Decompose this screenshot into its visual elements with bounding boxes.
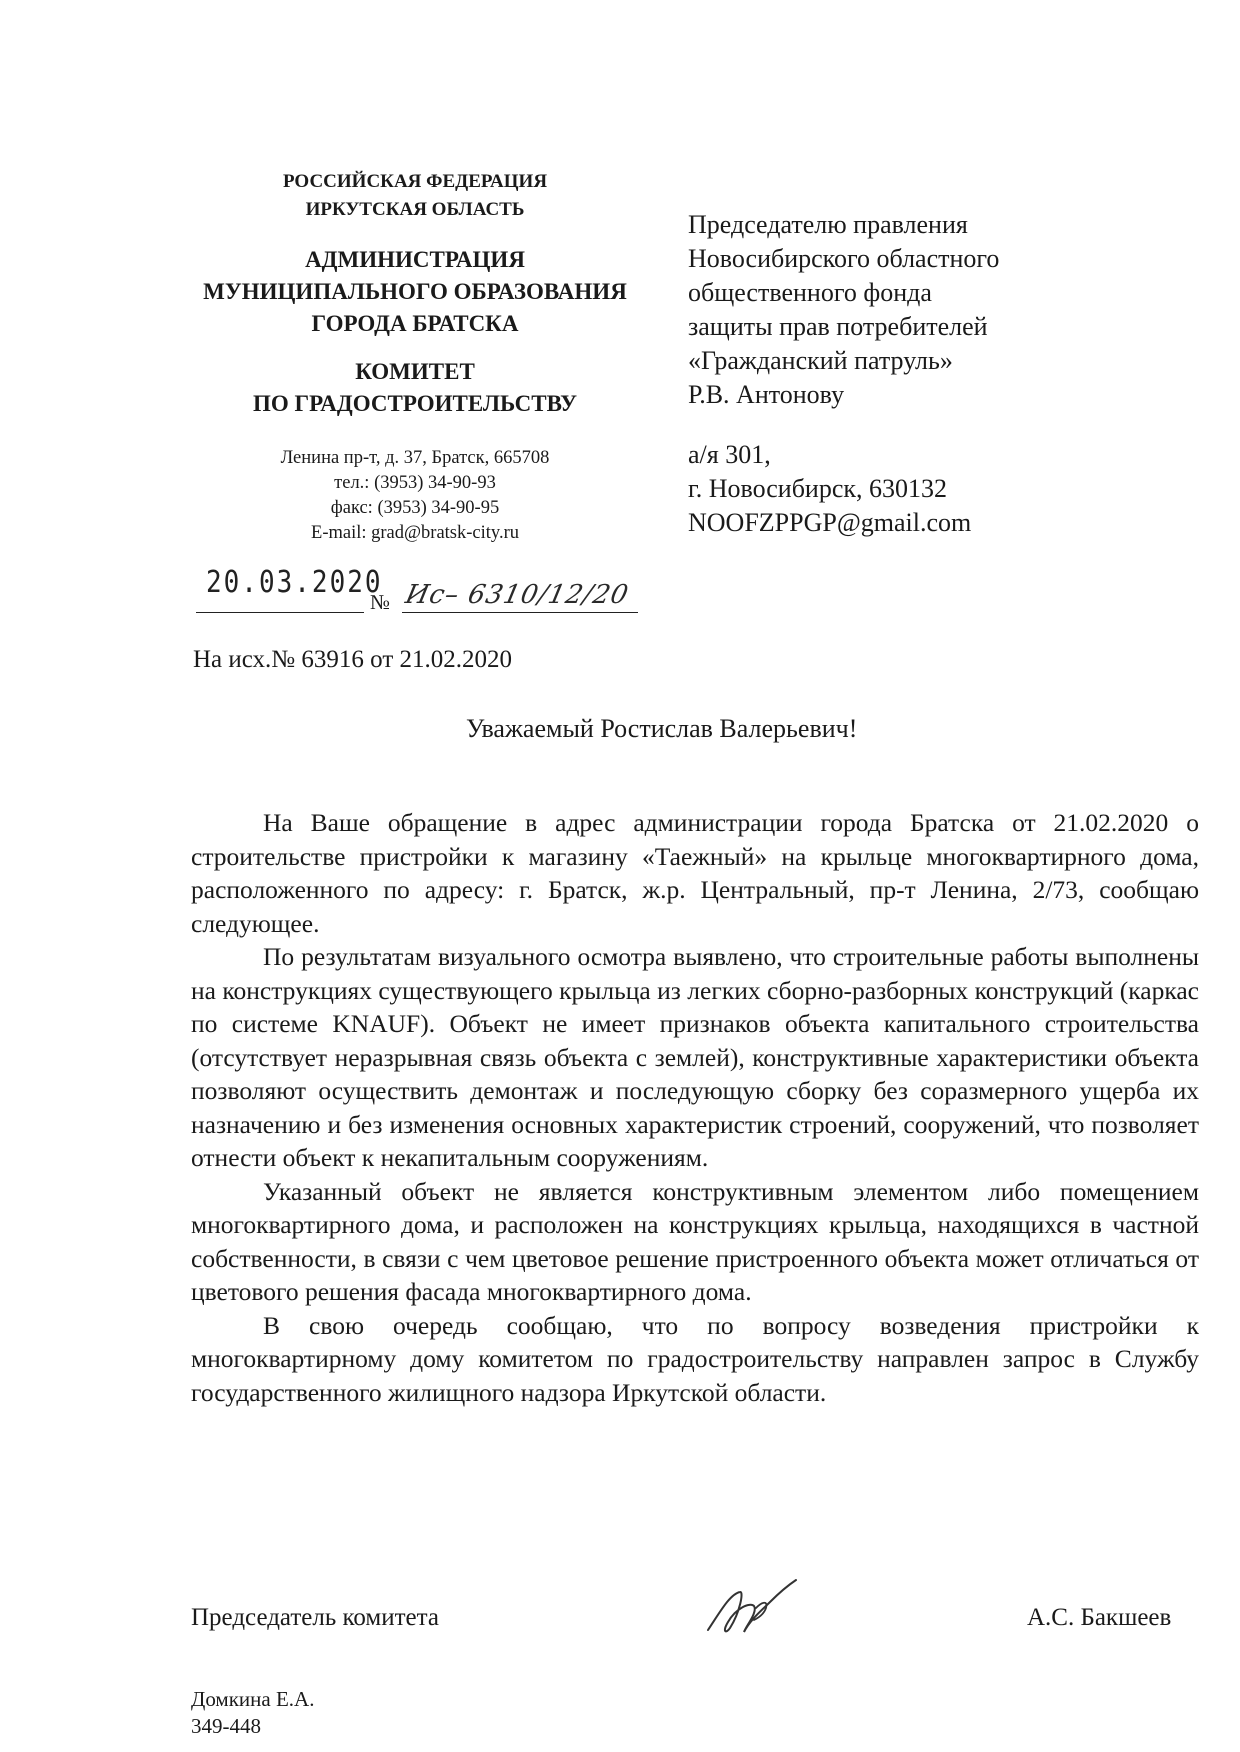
org-country-block: [165, 168, 665, 224]
org-phone: тел.: (3953) 34-90-93: [334, 473, 496, 493]
recipient-line-4: защиты прав потребителей: [688, 312, 988, 341]
admin-line-3: ГОРОДА БРАТСКА: [311, 311, 519, 336]
recipient-line-3: общественного фонда: [688, 278, 932, 307]
recipient-line-5: «Гражданский патруль»: [688, 346, 953, 375]
org-contacts: [165, 446, 665, 546]
reference-line: На исх.№ 63916 от 21.02.2020: [193, 646, 512, 673]
body-paragraph-1: На Ваше обращение в адрес администрации города Братска от 21.02.2020 о строительстве пристройки к магазину «Таежный» на крыльце многоквартирного дома, расположенного по адресу: г. Братск, ж.р. Центральный, пр-т Ленина, 2/73, сообщаю следующее.: [191, 808, 1199, 938]
outgoing-date-stamp: 20.03.2020: [206, 565, 383, 601]
committee-line-1: КОМИТЕТ: [355, 359, 475, 384]
date-underline: [196, 612, 364, 613]
body-paragraph-3: Указанный объект не является конструктивным элементом либо помещением многоквартирного дома, и расположен на конструкциях крыльца, находящихся в частной собственности, в связи с чем цветовое решение пристроенного объекта может отличаться от цветового решения фасада многоквартирного дома.: [191, 1176, 1199, 1306]
region-name: ИРКУТСКАЯ ОБЛАСТЬ: [305, 199, 525, 220]
recipient-line-2: Новосибирского областного: [688, 244, 1000, 273]
number-underline: [402, 612, 638, 613]
body-paragraph-4: В свою очередь сообщаю, что по вопросу возведения пристройки к многоквартирному дому комитетом по градостроительству направлен запрос в Службу государственного жилищного надзора Иркутской области.: [191, 1310, 1199, 1407]
executor-name: Домкина Е.А.: [191, 1687, 315, 1711]
org-address: Ленина пр-т, д. 37, Братск, 665708: [280, 448, 550, 468]
handwritten-signature: [700, 1572, 800, 1642]
executor-phone: 349-448: [191, 1714, 261, 1738]
org-admin-block: [165, 244, 665, 340]
recipient-block: [688, 208, 999, 540]
body-paragraph-2: По результатам визуального осмотра выявлено, что строительные работы выполнены на конструкциях существующего крыльца из легких сборно-разборных конструкций (каркас по системе KNAUF). Объект не имеет признаков объекта капитального строительства (отсутствует неразрывная связь объекта с землей), конструктивные характеристики объекта позволяют осуществить демонтаж и последующую сборку без соразмерного ущерба их назначению и без изменения основных характеристик строений, сооружений, что позволяет отнести объект к некапитальным сооружениям.: [191, 942, 1199, 1172]
org-fax: факс: (3953) 34-90-95: [330, 498, 500, 518]
admin-line-2: МУНИЦИПАЛЬНОГО ОБРАЗОВАНИЯ: [203, 279, 627, 304]
signatory-name: А.С. Бакшеев: [1027, 1604, 1172, 1631]
recipient-line-1: Председателю правления: [688, 210, 968, 239]
recipient-email: NOOFZPPGP@gmail.com: [688, 508, 972, 537]
outgoing-number-handwritten: Ис– 6310/12/20: [402, 580, 632, 610]
committee-line-2: ПО ГРАДОСТРОИТЕЛЬСТВУ: [253, 391, 577, 416]
executor-block: [191, 1686, 314, 1740]
letter-body: [191, 806, 1199, 1409]
salutation: Уважаемый Ростислав Валерьевич!: [466, 714, 858, 743]
recipient-address-2: г. Новосибирск, 630132: [688, 474, 948, 503]
org-email: E-mail: grad@bratsk-city.ru: [311, 523, 519, 543]
recipient-line-6: Р.В. Антонову: [688, 380, 845, 409]
recipient-address-1: а/я 301,: [688, 440, 771, 469]
number-sign: №: [370, 590, 391, 614]
org-committee-block: [165, 356, 665, 420]
signatory-title: Председатель комитета: [191, 1604, 439, 1631]
country-name: РОССИЙСКАЯ ФЕДЕРАЦИЯ: [282, 171, 548, 192]
admin-line-1: АДМИНИСТРАЦИЯ: [305, 247, 525, 272]
